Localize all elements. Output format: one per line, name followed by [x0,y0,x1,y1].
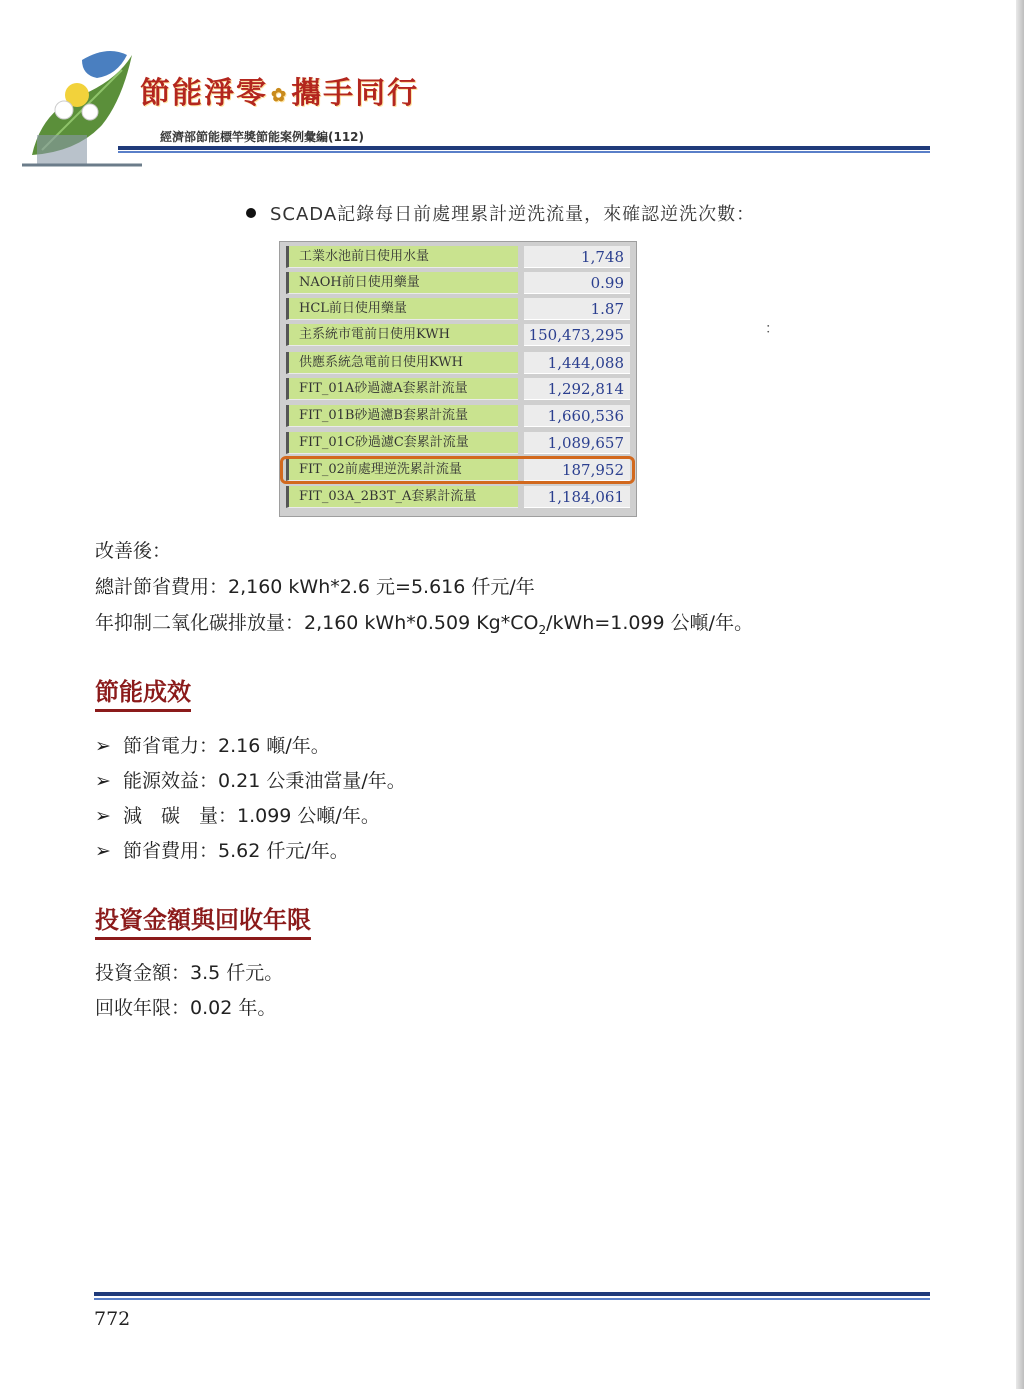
effect-text: 減 碳 量：1.099 公噸/年。 [123,805,380,827]
stray-mark: ： [765,321,779,337]
scada-label: 主系統市電前日使用KWH [286,324,518,346]
scada-row [286,324,630,348]
flower-icon: ✿ [271,84,289,106]
cost-line: 總計節省費用：2,160 kWh*2.6 元=5.616 仟元/年 [95,576,535,598]
scada-label: FIT_03A_2B3T_A套累計流量 [286,486,518,508]
footer-rule [94,1292,930,1296]
scada-row [286,432,630,456]
page-edge-shadow [1016,0,1024,1389]
effects-title: 節能成效 [95,672,191,712]
investment-title: 投資金額與回收年限 [95,900,311,940]
scada-row [286,352,630,376]
brand-left: 節能淨零 [140,76,268,111]
scada-row [286,486,630,510]
effect-item [95,836,349,863]
scada-label: FIT_01B砂過濾B套累計流量 [286,405,518,427]
scada-label: HCL前日使用藥量 [286,298,518,320]
scada-value: 1.87 [524,298,630,320]
effect-item [95,731,330,758]
highlight-frame [280,456,635,484]
co2-prefix: 年抑制二氧化碳排放量：2,160 kWh*0.509 Kg*CO [95,612,539,634]
brand-title [140,68,419,112]
co2-suffix: /kWh=1.099 公噸/年。 [546,612,754,634]
scada-label: FIT_01C砂過濾C套累計流量 [286,432,518,454]
scada-label: 供應系統急電前日使用KWH [286,352,518,374]
investment-amount: 投資金額：3.5 仟元。 [95,962,284,984]
arrow-bullet-icon: ➢ [95,735,111,757]
page-number: 772 [94,1308,131,1330]
scada-label: FIT_02前處理逆洗累計流量 [286,459,518,481]
footer-rule-thin [94,1298,930,1300]
scada-value: 1,444,088 [524,352,630,374]
scada-value: 1,089,657 [524,432,630,454]
header-rule [118,146,930,150]
arrow-bullet-icon: ➢ [95,770,111,792]
effect-text: 能源效益：0.21 公秉油當量/年。 [123,770,406,792]
scada-value: 150,473,295 [524,324,630,346]
scada-row [286,298,630,322]
scada-value: 1,184,061 [524,486,630,508]
payback-period: 回收年限：0.02 年。 [95,997,277,1019]
scada-value: 0.99 [524,272,630,294]
header-rule-thin [118,151,930,153]
effect-item [95,801,380,828]
after-heading: 改善後： [95,540,172,562]
scada-bullet [246,200,755,226]
effect-text: 節省電力：2.16 噸/年。 [123,735,330,757]
co2-subscript: 2 [538,622,547,637]
scada-value: 1,660,536 [524,405,630,427]
scada-row [286,405,630,429]
header-subtitle: 經濟部節能標竿獎節能案例彙編(112) [160,130,365,144]
effect-item [95,766,406,793]
scada-value: 187,952 [524,459,630,481]
scada-row [286,272,630,296]
brand-right: 攜手同行 [291,76,420,111]
scada-value: 1,748 [524,246,630,268]
scada-row [286,378,630,402]
bullet-text: SCADA記錄每日前處理累計逆洗流量，來確認逆洗次數： [270,204,756,225]
arrow-bullet-icon: ➢ [95,840,111,862]
scada-label: FIT_01A砂過濾A套累計流量 [286,378,518,400]
co2-line [95,608,753,637]
scada-value: 1,292,814 [524,378,630,400]
bullet-dot-icon [246,208,256,218]
scada-row [286,246,630,270]
scada-label: 工業水池前日使用水量 [286,246,518,268]
arrow-bullet-icon: ➢ [95,805,111,827]
scada-label: NAOH前日使用藥量 [286,272,518,294]
effect-text: 節省費用：5.62 仟元/年。 [123,840,349,862]
